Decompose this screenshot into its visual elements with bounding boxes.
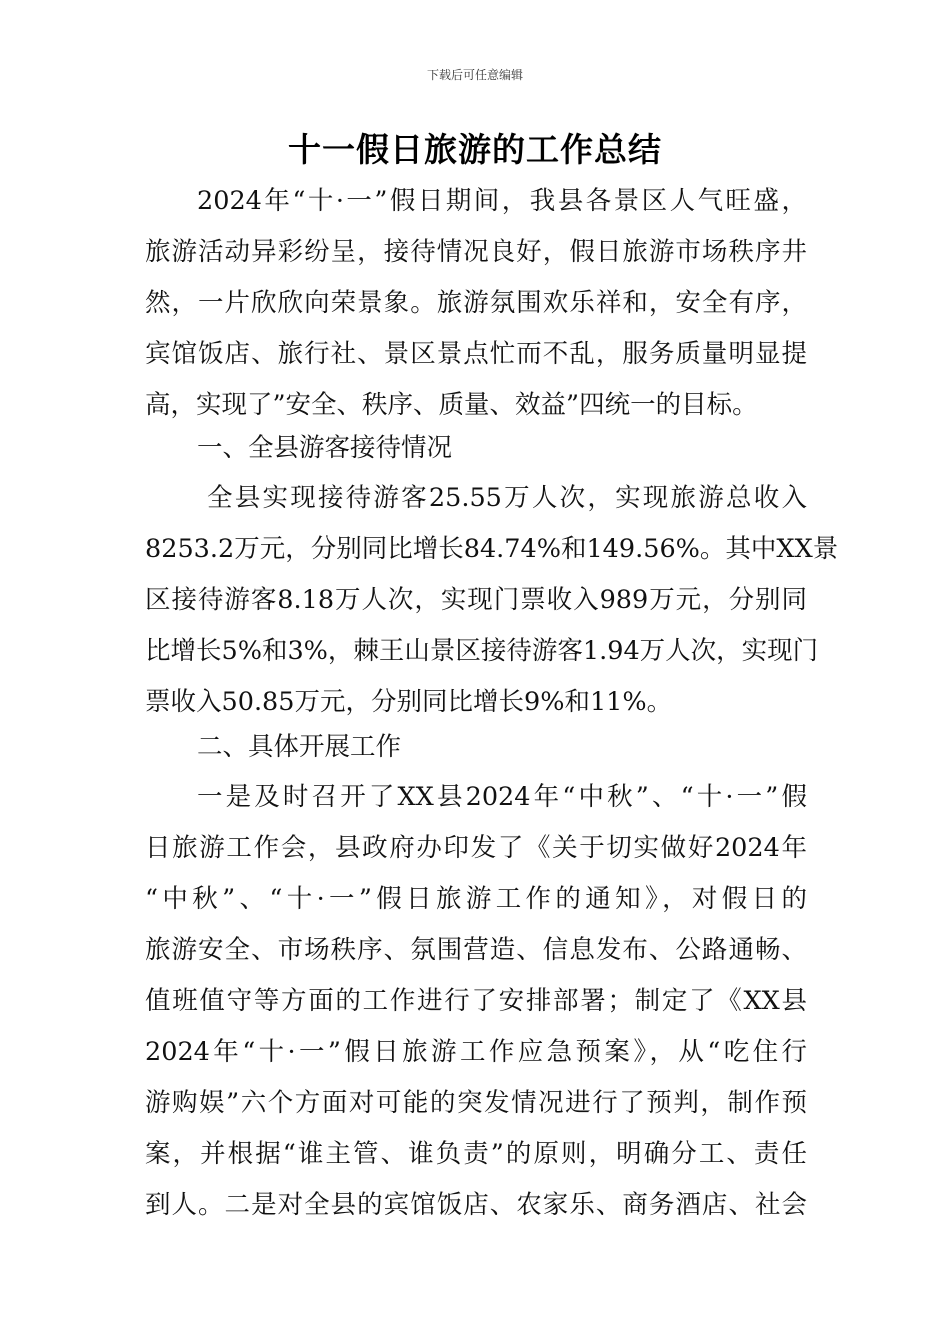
paragraph-intro xyxy=(145,176,807,431)
section-heading-work xyxy=(145,722,807,773)
paragraph-work-details xyxy=(145,772,807,1231)
text-line: 宾馆饭店、旅行社、景区景点忙而不乱，服务质量明显提 xyxy=(145,339,807,369)
text-line: 2024年“十·一”假日旅游工作应急预案》，从“吃住行 xyxy=(145,1037,807,1067)
text-line: 值班值守等方面的工作进行了安排部署；制定了《XX县 xyxy=(145,986,807,1016)
text-line: 票收入50.85万元，分别同比增长9%和11%。 xyxy=(145,687,673,717)
paragraph-visitor-stats xyxy=(145,473,839,728)
text-line: 然，一片欣欣向荣景象。旅游氛围欢乐祥和，安全有序， xyxy=(145,288,807,318)
section-heading-visitors xyxy=(145,423,807,474)
text-line: “中秋”、“十·一”假日旅游工作的通知》，对假日的 xyxy=(145,884,807,914)
text-line: 比增长5%和3%，棘王山景区接待游客1.94万人次，实现门 xyxy=(145,636,819,666)
text-line: 游购娱”六个方面对可能的突发情况进行了预判，制作预 xyxy=(145,1088,807,1118)
text-line: 全县实现接待游客25.55万人次，实现旅游总收入 xyxy=(207,483,807,513)
section-heading: 二、具体开展工作 xyxy=(197,732,402,762)
header-note: 下载后可任意编辑 xyxy=(426,68,523,82)
text-line: 8253.2万元，分别同比增长84.74%和149.56%。其中XX景 xyxy=(145,534,839,564)
section-heading: 一、全县游客接待情况 xyxy=(197,433,453,463)
text-line: 高，实现了”安全、秩序、质量、效益”四统一的目标。 xyxy=(145,390,758,420)
text-line: 一是及时召开了XX县2024年“中秋”、“十·一”假 xyxy=(197,782,807,812)
text-line: 区接待游客8.18万人次，实现门票收入989万元，分别同 xyxy=(145,585,807,615)
text-line: 旅游活动异彩纷呈，接待情况良好，假日旅游市场秩序井 xyxy=(145,237,807,267)
text-line: 日旅游工作会，县政府办印发了《关于切实做好2024年 xyxy=(145,833,807,863)
text-line: 案，并根据“谁主管、谁负责”的原则，明确分工、责任 xyxy=(145,1139,807,1169)
text-line: 到人。二是对全县的宾馆饭店、农家乐、商务酒店、社会 xyxy=(145,1190,807,1220)
document-title: 十一假日旅游的工作总结 xyxy=(288,130,662,169)
text-line: 2024年“十·一”假日期间，我县各景区人气旺盛， xyxy=(197,186,807,216)
text-line: 旅游安全、市场秩序、氛围营造、信息发布、公路通畅、 xyxy=(145,935,807,965)
